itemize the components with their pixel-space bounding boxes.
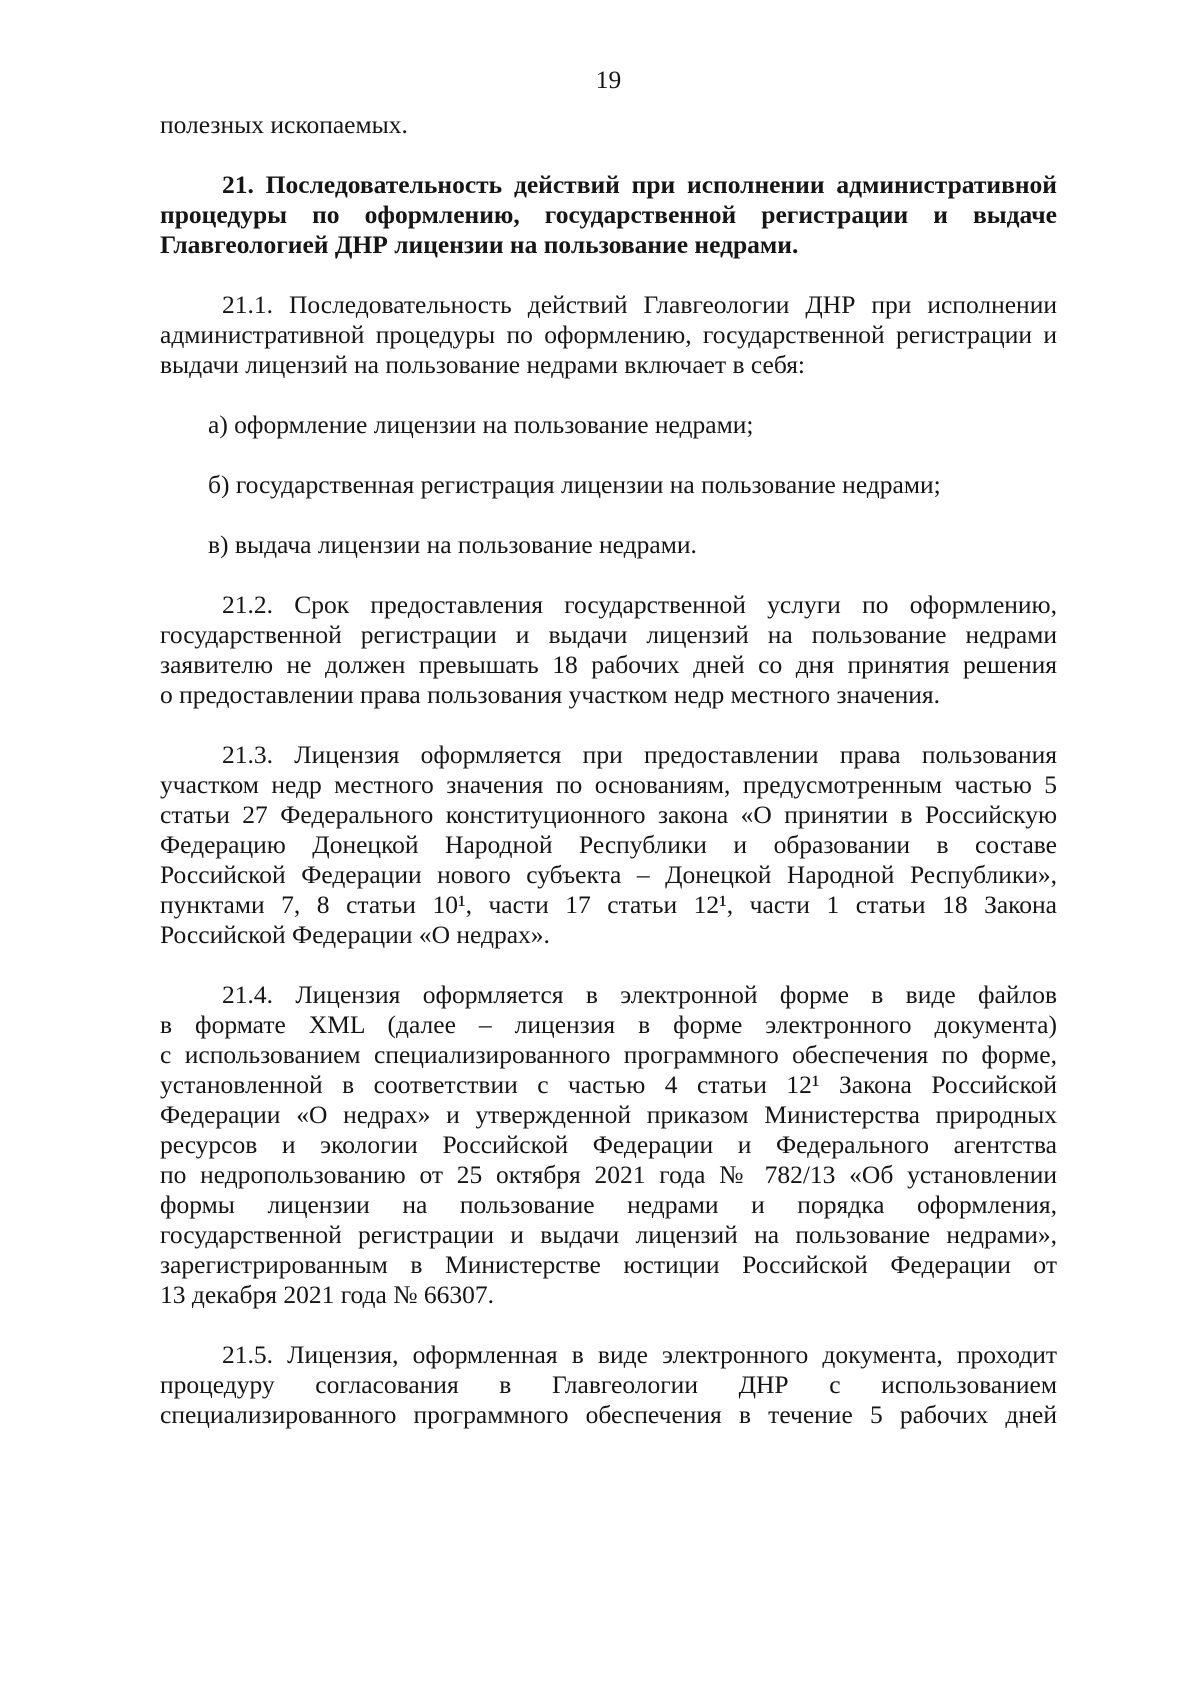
- paragraph-line: зарегистрированным в Министерстве юстиции Российской Федерации от: [160, 1250, 1057, 1279]
- paragraph-line: формы лицензии на пользование недрами и порядка оформления,: [160, 1190, 1057, 1219]
- paragraph-21-4: [160, 980, 1057, 1310]
- paragraph-line: Российской Федерации «О недрах».: [160, 920, 550, 949]
- paragraph-line: специализированного программного обеспечения в течение 5 рабочих дней: [160, 1400, 1057, 1429]
- paragraph-line: 21.1. Последовательность действий Главгеологии ДНР при исполнении: [222, 290, 1057, 319]
- paragraph-line: 21.2. Срок предоставления государственной услуги по оформлению,: [222, 590, 1057, 619]
- paragraph-line: заявителю не должен превышать 18 рабочих дней со дня принятия решения: [160, 650, 1057, 679]
- paragraph-line: Федерацию Донецкой Народной Республики и образовании в составе: [160, 830, 1057, 859]
- list-item-b: [160, 470, 1057, 500]
- paragraph-line: по недропользованию от 25 октября 2021 года № 782/13 «Об установлении: [160, 1160, 1057, 1189]
- page-number: 19: [595, 65, 622, 94]
- paragraph-line: 13 декабря 2021 года № 66307.: [160, 1280, 495, 1309]
- section-heading: [160, 170, 1057, 260]
- heading-line: 21. Последовательность действий при исполнении административной: [222, 170, 1057, 199]
- carryover-paragraph: [160, 110, 1057, 140]
- list-item-c: [160, 530, 1057, 560]
- paragraph-line: статьи 27 Федерального конституционного закона «О принятии в Российскую: [160, 800, 1057, 829]
- paragraph-21-5: [160, 1340, 1057, 1430]
- paragraph-21-1: [160, 290, 1057, 380]
- heading-line: процедуры по оформлению, государственной регистрации и выдаче: [160, 200, 1057, 229]
- paragraph-line: в формате XML (далее – лицензия в форме электронного документа): [160, 1010, 1057, 1039]
- paragraph-line: выдачи лицензий на пользование недрами включает в себя:: [160, 350, 806, 379]
- heading-line: Главгеологией ДНР лицензии на пользование недрами.: [160, 230, 799, 259]
- list-item-line: а) оформление лицензии на пользование недрами;: [208, 410, 754, 439]
- paragraph-line: Российской Федерации нового субъекта – Донецкой Народной Республики»,: [160, 860, 1057, 889]
- paragraph-line: пунктами 7, 8 статьи 10¹, части 17 статьи 12¹, части 1 статьи 18 Закона: [160, 890, 1057, 919]
- paragraph-line: ресурсов и экологии Российской Федерации и Федерального агентства: [160, 1130, 1057, 1159]
- carryover-line: полезных ископаемых.: [160, 110, 408, 139]
- paragraph-line: участком недр местного значения по основаниям, предусмотренным частью 5: [160, 770, 1057, 799]
- paragraph-line: 21.4. Лицензия оформляется в электронной форме в виде файлов: [222, 980, 1057, 1009]
- paragraph-21-2: [160, 590, 1057, 710]
- list-item-a: [160, 410, 1057, 440]
- paragraph-line: 21.5. Лицензия, оформленная в виде электронного документа, проходит: [222, 1340, 1057, 1369]
- paragraph-line: о предоставлении права пользования участком недр местного значения.: [160, 680, 941, 709]
- paragraph-line: 21.3. Лицензия оформляется при предоставлении права пользования: [222, 740, 1057, 769]
- paragraph-line: процедуру согласования в Главгеологии ДНР с использованием: [160, 1370, 1057, 1399]
- paragraph-line: Федерации «О недрах» и утвержденной приказом Министерства природных: [160, 1100, 1057, 1129]
- paragraph-line: государственной регистрации и выдачи лицензий на пользование недрами»,: [160, 1220, 1057, 1249]
- list-item-line: б) государственная регистрация лицензии на пользование недрами;: [208, 470, 941, 499]
- paragraph-line: государственной регистрации и выдачи лицензий на пользование недрами: [160, 620, 1057, 649]
- paragraph-21-3: [160, 740, 1057, 950]
- paragraph-line: установленной в соответствии с частью 4 статьи 12¹ Закона Российской: [160, 1070, 1057, 1099]
- paragraph-line: административной процедуры по оформлению, государственной регистрации и: [160, 320, 1057, 349]
- paragraph-line: с использованием специализированного программного обеспечения по форме,: [160, 1040, 1057, 1069]
- page-body: [160, 110, 1057, 1430]
- list-item-line: в) выдача лицензии на пользование недрами.: [208, 530, 697, 559]
